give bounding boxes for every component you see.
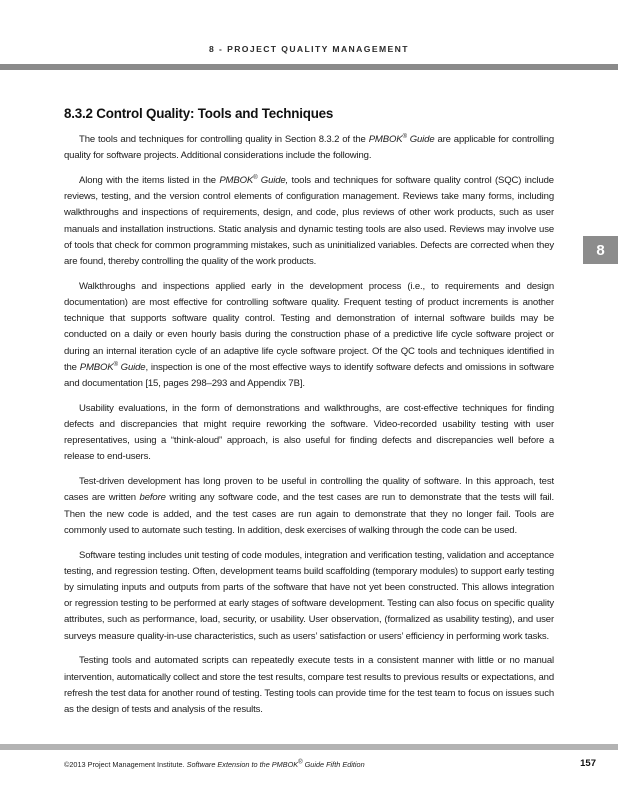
text-run: Along with the items listed in the (79, 175, 220, 186)
footer-book-title-suffix: Guide Fifth Edition (302, 760, 365, 769)
book-title-text: PMBOK (219, 175, 254, 186)
paragraph-2 (64, 173, 554, 270)
page-header-area (0, 0, 618, 40)
paragraph-4: Usability evaluations, in the form of demonstrations and walkthroughs, are cost-effective techniques for finding defects and discrepancies that might require reworking the software. Video-recorded usability testing with user representatives, using a “think-aloud” approach, is also useful for finding defects and discrepancies well before a release to end-users. (64, 402, 554, 463)
text-run: tools and techniques for software quality control (SQC) include reviews, testing, and the version control elements of configuration management. Reviews take many forms, including walkthroughs and inspections of requirements, design, and code, plus reviews of other work products, such as user manuals and installation instructions. Static analysis and dynamic testing tools are also used. Reviews may involve use of tools that check for common programming mistakes, such as uninitialized variables. Defects are corrected when they are found, thereby controlling the quality of the work products. (64, 175, 554, 268)
book-title-text: PMBOK (368, 134, 403, 145)
footer-copyright (64, 760, 365, 769)
text-run: Walkthroughs and inspections applied early in the development process (i.e., to requirements and design documentation) are most effective for controlling software quality. Frequent testing of product increments is another technique that supports software quality control. Testing and demonstration of internal software builds may be conducted on a daily or even hourly basis during the construction phase of a predictive life cycle software project or during an internal iteration cycle of an adaptive life cycle software project. Of the QC tools and techniques identified in the (64, 280, 554, 373)
book-title-suffix: Guide, (257, 175, 289, 186)
running-header-title: 8 - PROJECT QUALITY MANAGEMENT (209, 44, 409, 54)
text-run: are applicable for controlling quality for software projects. Additional considerations include the following. (64, 134, 555, 162)
footer-book-title (187, 760, 365, 769)
registered-mark: ® (253, 174, 258, 181)
text-run: Test-driven development has long proven to be useful in controlling the quality of software. In this approach, test cases are written (64, 476, 554, 504)
book-title (80, 362, 146, 373)
page-number: 157 (580, 758, 596, 769)
emphasis-word: before (139, 492, 166, 504)
section-heading: 8.3.2 Control Quality: Tools and Techniques (64, 106, 334, 121)
text-run: , inspection is one of the most effective ways to identify software defects and omissions in software and documentation [15, pages 298–293 and Appendix 7B]. (64, 361, 554, 390)
text-run: The tools and techniques for controlling quality in Section 8.3.2 of the (79, 134, 369, 145)
registered-mark: ® (298, 759, 303, 766)
registered-mark: ® (113, 361, 118, 368)
page-body (64, 106, 554, 727)
book-title (219, 175, 288, 186)
book-title-text: PMBOK (79, 361, 114, 373)
footer-book-title-text: Software Extension to the PMBOK (186, 760, 299, 769)
registered-mark: ® (402, 133, 407, 140)
paragraph-5 (64, 474, 554, 539)
chapter-tab: 8 (583, 236, 618, 264)
copyright-text: ©2013 Project Management Institute. (64, 760, 187, 769)
paragraph-7: Testing tools and automated scripts can repeatedly execute tests in a consistent manner with little or no manual intervention, automatically collect and store the test results, compare test results to previous results or expectations, and refresh the test data for another round of testing. Testing tools can provide time for the test team to focus on issues such as the design of tests and analysis of the results. (64, 655, 554, 716)
paragraph-6: Software testing includes unit testing of code modules, integration and verification testing, validation and acceptance testing, and regression testing. Often, development teams build scaffolding (temporary modules) to support early testing by simulating inputs and outputs from parts of the software that have not yet been constructed. This allows integration or regression testing to be performed at early stages of software development. Testing can also focus on specific quality attributes, such as performance, load, security, or usability. User observation, (formalized as usability testing), and user surveys measure quality-in-use characteristics, such as users’ satisfaction or users’ efficiency in performing work tasks. (64, 549, 554, 642)
header-divider (0, 64, 618, 70)
text-run: writing any software code, and the test cases are run to demonstrate that the tests will fail. Then the new code is added, and the test cases are run again to demonstrate that they no longer fail. Tools are commonly used to automate such testing. In addition, desk exercises of walking through the code can be used. (64, 492, 554, 536)
book-title (369, 134, 435, 145)
footer-divider (0, 744, 618, 750)
book-title-suffix: Guide (406, 134, 435, 145)
paragraph-1 (64, 132, 554, 164)
book-title-suffix: Guide (117, 361, 146, 373)
paragraph-3 (64, 279, 554, 392)
